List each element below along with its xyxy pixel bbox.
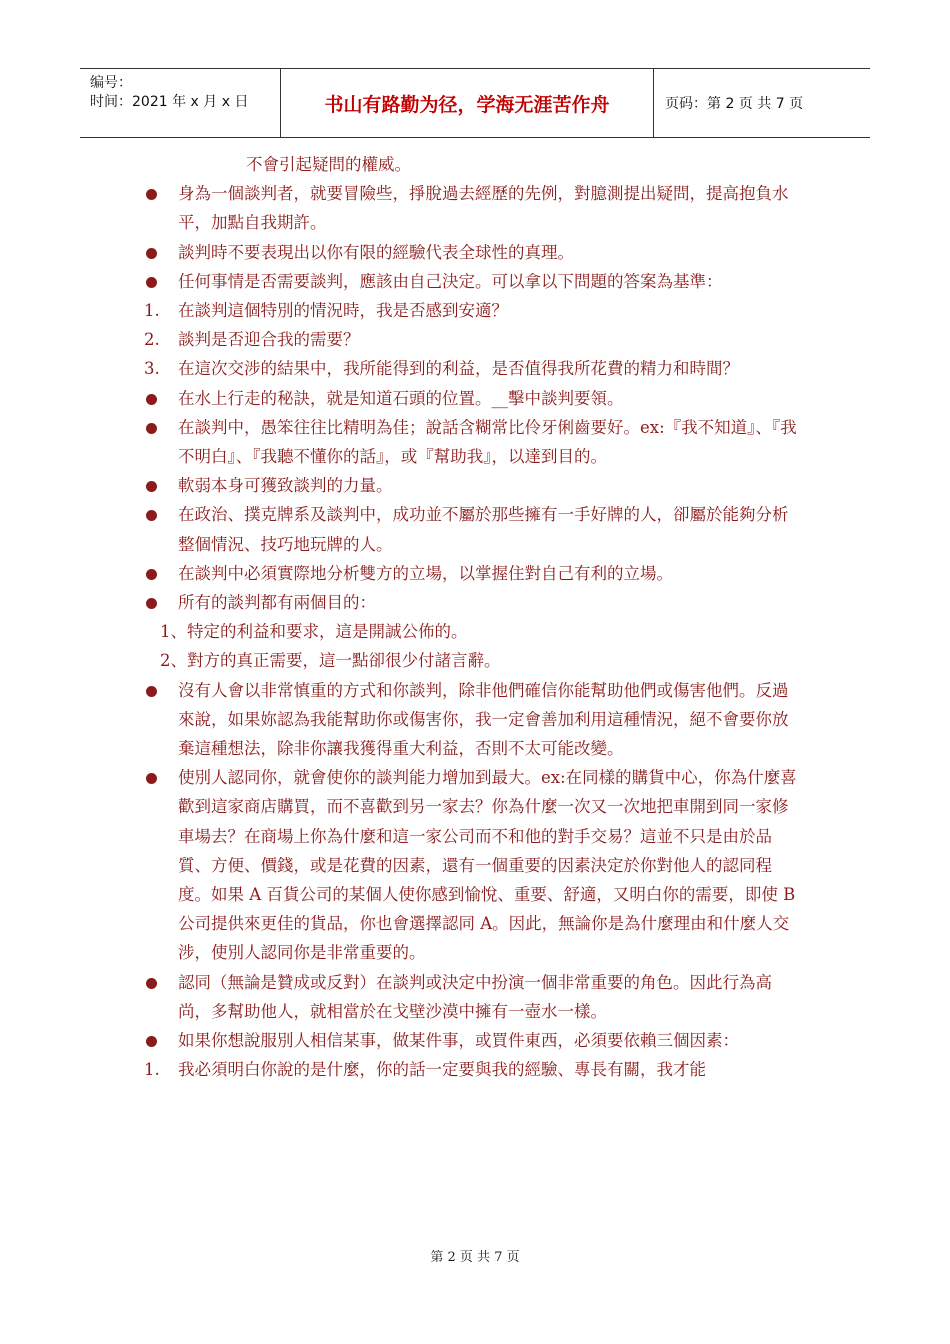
list-number: 3. (144, 359, 160, 379)
bullet-icon (146, 394, 157, 405)
bullet-item (0, 238, 950, 267)
bullet-item (0, 413, 950, 471)
bullet-text: 沒有人會以非常慎重的方式和你談判，除非他們確信你能幫助他們或傷害他們。反過來說，如果妳認為我能幫助你或傷害你，我一定會善加利用這種情況，絕不會要你放棄這種想法，除非你讓我獲得重大利益，否則不太可能改變。 (178, 680, 789, 759)
numbered-item (0, 1055, 950, 1084)
bullet-text: 在談判中必須實際地分析雙方的立場，以掌握住對自己有利的立場。 (178, 563, 673, 583)
bullet-icon (146, 423, 157, 434)
bullet-item (0, 968, 950, 1026)
bullet-item (0, 500, 950, 558)
bullet-icon (146, 1036, 157, 1047)
list-number: 2. (144, 330, 160, 350)
document-date: 时间：2021 年 x 月 x 日 (90, 94, 249, 110)
bullet-item (0, 471, 950, 500)
bullet-item (0, 267, 950, 296)
bullet-text: 如果你想說服別人相信某事，做某件事，或買件東西，必須要依賴三個因素： (178, 1031, 739, 1051)
sub-item (0, 646, 950, 675)
bullet-text: 認同（無論是贊成或反對）在談判或決定中扮演一個非常重要的角色。因此行為高尚，多幫助他人，就相當於在戈壁沙漠中擁有一壺水一樣。 (178, 972, 772, 1021)
document-body (0, 150, 950, 1085)
bullet-item (0, 559, 950, 588)
bullet-item (0, 763, 950, 967)
numbered-text: 談判是否迎合我的需要？ (178, 330, 360, 350)
bullet-icon (146, 248, 157, 259)
bullet-text: 談判時不要表現出以你有限的經驗代表全球性的真理。 (178, 242, 574, 262)
bullet-text: 使別人認同你，就會使你的談判能力增加到最大。ex:在同樣的購貨中心，你為什麼喜歡到這家商店購買，而不喜歡到另一家去？你為什麼一次又一次地把車開到同一家修車場去？在商場上你為什麼和這一家公司而不和他的對手交易？這並不只是由於品質、方便、價錢，或是花費的因素，還有一個重要的因素決定於你對他人的認同程度。如果 A 百貨公司的某個人使你感到愉悅、重要、舒適，又明白你的需要，即使 B 公司提供來更佳的貨品，你也會選擇認同 A。因此，無論你是為什麼理由和什麼人交涉，使別人認同你是非常重要的。 (178, 768, 797, 963)
bullet-text: 在政治、撲克牌系及談判中，成功並不屬於那些擁有一手好牌的人，卻屬於能夠分析整個情況、技巧地玩牌的人。 (178, 505, 789, 554)
paragraph-text: 不會引起疑問的權威。 (246, 155, 411, 174)
bullet-item (0, 179, 950, 237)
header-left-cell (80, 69, 280, 137)
bullet-icon (146, 978, 157, 989)
bullet-text: 在水上行走的秘訣，就是知道石頭的位置。__擊中談判要領。 (178, 388, 624, 408)
page-footer: 第 2 页 共 7 页 (430, 1250, 520, 1265)
bullet-icon (146, 277, 157, 288)
bullet-icon (146, 189, 157, 200)
bullet-icon (146, 569, 157, 580)
numbered-text: 在這次交涉的結果中，我所能得到的利益，是否值得我所花費的精力和時間？ (178, 359, 739, 379)
numbered-text: 在談判這個特別的情況時，我是否感到安適？ (178, 301, 508, 321)
header-motto: 书山有路勤为径，学海无涯苦作舟 (280, 69, 654, 137)
paragraph (0, 150, 950, 179)
numbered-item (0, 354, 950, 383)
bullet-item (0, 676, 950, 764)
numbered-text: 我必須明白你說的是什麼，你的話一定要與我的經驗、專長有關，我才能 (178, 1060, 706, 1080)
numbered-item (0, 296, 950, 325)
sub-item-text: 2、對方的真正需要，這一點卻很少付諸言辭。 (160, 651, 501, 671)
numbered-item (0, 325, 950, 354)
bullet-text: 在談判中，愚笨往往比精明為佳；說話含糊常比伶牙俐齒要好。ex:『我不知道』、『我不明白』、『我聽不懂你的話』，或『幫助我』，以達到目的。 (178, 417, 797, 467)
bullet-item (0, 384, 950, 413)
bullet-item (0, 1026, 950, 1055)
bullet-item (0, 588, 950, 617)
bullet-icon (146, 773, 157, 784)
bullet-icon (146, 510, 157, 521)
page-header (80, 68, 870, 138)
bullet-text: 軟弱本身可獲致談判的力量。 (178, 476, 393, 496)
list-number: 1. (144, 301, 160, 321)
bullet-icon (146, 598, 157, 609)
bullet-text: 所有的談判都有兩個目的： (178, 593, 376, 613)
bullet-icon (146, 686, 157, 697)
sub-item (0, 617, 950, 646)
bullet-text: 任何事情是否需要談判，應該由自己決定。可以拿以下問題的答案為基準： (178, 271, 723, 291)
sub-item-text: 1、特定的利益和要求，這是開誠公佈的。 (160, 622, 468, 642)
bullet-icon (146, 481, 157, 492)
document-number-label: 编号： (90, 75, 132, 91)
list-number: 1. (144, 1060, 160, 1080)
bullet-text: 身為一個談判者，就要冒險些，掙脫過去經歷的先例，對臆測提出疑問，提高抱負水平，加點自我期許。 (178, 184, 789, 233)
header-page-info: 页码：第 2 页 共 7 页 (665, 96, 804, 112)
